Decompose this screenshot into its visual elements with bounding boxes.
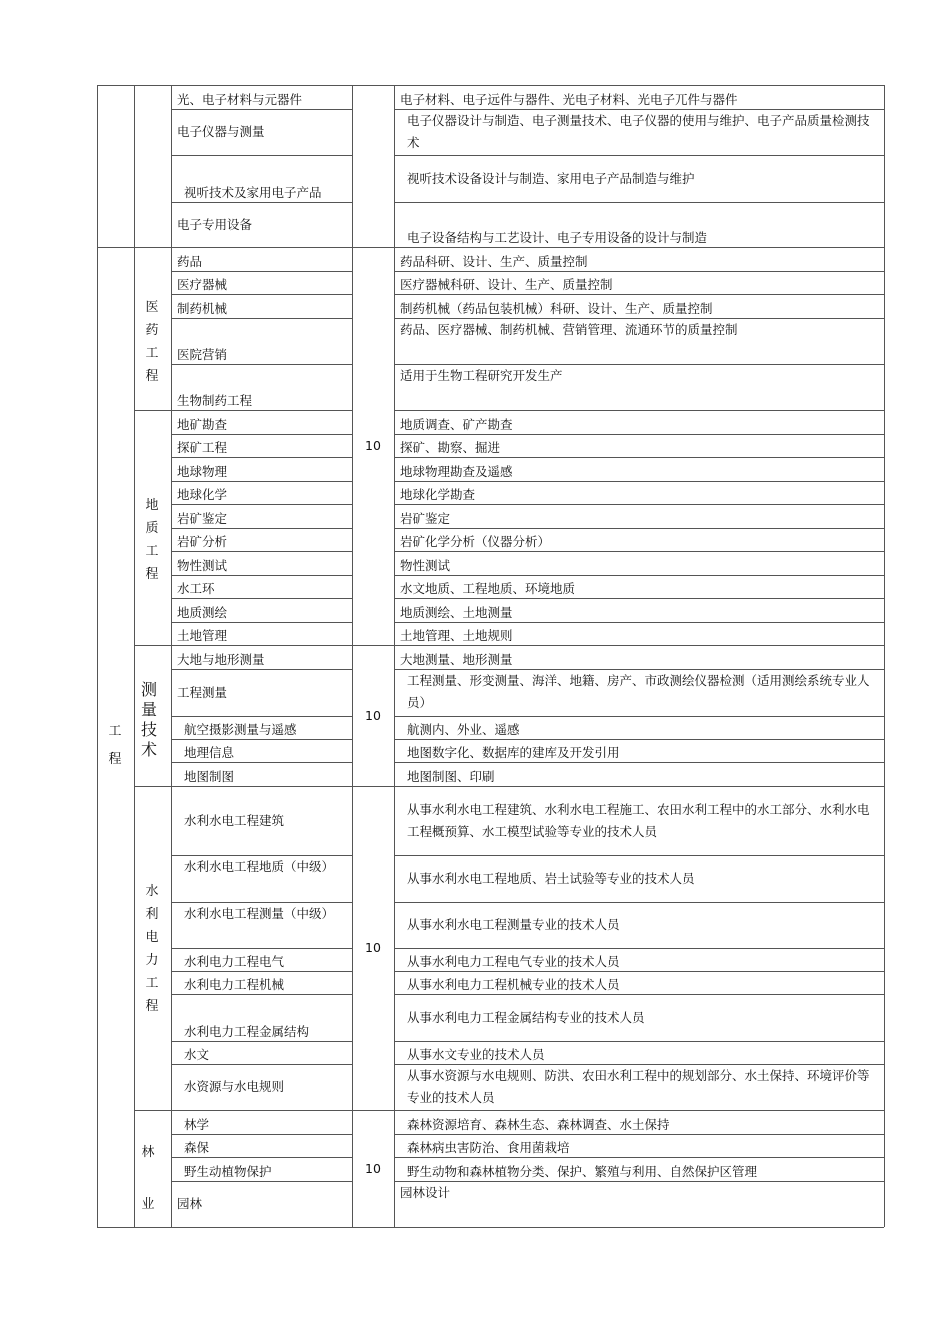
specialty-cell: 水利水电工程建筑 xyxy=(184,812,285,828)
table-rule xyxy=(884,85,885,1227)
table-rule xyxy=(97,85,98,1227)
specialty-cell: 森保 xyxy=(184,1140,210,1155)
specialty-cell: 药品 xyxy=(177,254,203,269)
scope-cell: 地球物理勘查及遥感 xyxy=(400,464,513,479)
specialty-cell: 工程测量 xyxy=(177,684,228,700)
scope-cell: 从事水利水电工程建筑、水利水电工程施工、农田水利工程中的水工部分、水利水电工程概预算、水工模型试验等专业的技术人员 xyxy=(407,801,870,839)
scope-cell: 电子材料、电子远件与器件、光电子材料、光电子兀件与器件 xyxy=(400,92,738,107)
table-rule xyxy=(171,1110,352,1111)
category-label: 测量技术 xyxy=(140,680,157,759)
specialty-cell: 探矿工程 xyxy=(177,440,228,455)
table-rule xyxy=(97,85,884,86)
category-label: 医药工程 xyxy=(145,300,159,384)
scope-cell: 物性测试 xyxy=(400,558,451,573)
scope-cell: 从事水利水电工程测量专业的技术人员 xyxy=(407,917,620,932)
outer-category-label: 工程 xyxy=(108,724,122,767)
scope-cell: 地质测绘、土地测量 xyxy=(400,605,513,620)
specialty-cell: 制药机械 xyxy=(177,301,228,316)
table-rule xyxy=(171,247,352,248)
specialty-cell: 水利水电工程地质（中级） xyxy=(184,859,335,874)
scope-cell: 制药机械（药品包装机械）科研、设计、生产、质量控制 xyxy=(400,301,713,316)
count-cell: 10 xyxy=(365,1161,381,1176)
scope-cell: 园林设计 xyxy=(400,1185,451,1200)
scope-cell: 航测内、外业、遥感 xyxy=(407,722,520,737)
specialty-cell: 光、电子材料与元器件 xyxy=(177,92,303,107)
specialty-cell: 医院营销 xyxy=(177,347,228,362)
scope-cell: 地图数字化、数据库的建库及开发引用 xyxy=(407,745,620,760)
scope-cell: 从事水利电力工程电气专业的技术人员 xyxy=(407,954,620,969)
scope-cell: 野生动物和森林植物分类、保护、繁殖与利用、自然保护区管理 xyxy=(407,1164,758,1179)
scope-cell: 药品、医疗器械、制药机械、营销管理、流通环节的质量控制 xyxy=(400,322,738,337)
specialty-cell: 野生动植物保护 xyxy=(184,1164,272,1179)
scope-cell: 从事水利电力工程机械专业的技术人员 xyxy=(407,977,620,992)
table-rule xyxy=(352,247,394,248)
table-rule xyxy=(394,410,884,411)
specialty-cell: 物性测试 xyxy=(177,558,228,573)
specialty-cell: 地理信息 xyxy=(184,745,235,760)
table-rule xyxy=(134,410,171,411)
specialty-cell: 地图制图 xyxy=(184,769,235,784)
scope-cell: 地球化学勘查 xyxy=(400,487,476,502)
scope-cell: 适用于生物工程研究开发生产 xyxy=(400,368,563,383)
table-rule xyxy=(394,1041,884,1042)
table-rule xyxy=(134,786,171,787)
specialty-cell: 地矿勘查 xyxy=(177,417,228,432)
scope-cell: 岩矿化学分析（仪器分析） xyxy=(400,534,551,549)
table-rule xyxy=(134,85,135,1227)
category-label: 地质工程 xyxy=(145,498,159,582)
scope-cell: 视听技术设备设计与制造、家用电子产品制造与维护 xyxy=(407,170,695,186)
scope-cell: 工程测量、形变测量、海洋、地籍、房产、市政测绘仪器检测（适用测绘系统专业人员） xyxy=(407,673,870,710)
table-rule xyxy=(97,247,134,248)
table-rule xyxy=(352,786,394,787)
count-cell: 10 xyxy=(365,708,381,723)
specialty-cell: 生物制药工程 xyxy=(177,393,253,408)
scope-cell: 从事水利电力工程金属结构专业的技术人员 xyxy=(407,1009,645,1025)
table-rule xyxy=(171,716,352,717)
category-label: 林业 xyxy=(141,1145,155,1212)
specialty-cell: 水文 xyxy=(184,1047,210,1062)
specialty-cell: 水利电力工程机械 xyxy=(184,977,285,992)
scope-cell: 探矿、勘察、掘进 xyxy=(400,440,501,455)
table-rule xyxy=(394,948,884,949)
table-rule xyxy=(394,716,884,717)
scope-cell: 森林资源培育、森林生态、森林调查、水土保持 xyxy=(407,1117,670,1132)
specialty-cell: 医疗器械 xyxy=(177,277,228,292)
specialty-cell: 地球化学 xyxy=(177,487,228,502)
specialty-cell: 水利电力工程电气 xyxy=(184,954,285,969)
specialty-cell: 水工环 xyxy=(177,581,215,596)
specialty-cell: 地质测绘 xyxy=(177,605,228,620)
specialty-cell: 水资源与水电规则 xyxy=(184,1079,285,1094)
table-rule xyxy=(352,1110,394,1111)
scope-cell: 大地测量、地形测量 xyxy=(400,652,513,667)
scope-cell: 地质调查、矿产勘查 xyxy=(400,417,513,432)
table-rule xyxy=(171,85,172,1227)
scope-cell: 电子设备结构与工艺设计、电子专用设备的设计与制造 xyxy=(407,230,708,245)
scope-cell: 从事水利水电工程地质、岩土试验等专业的技术人员 xyxy=(407,870,695,886)
category-label: 水利电力工程 xyxy=(145,884,159,1014)
specialty-cell: 视听技术及家用电子产品 xyxy=(184,185,322,200)
table-rule xyxy=(394,1110,884,1111)
specialty-cell: 大地与地形测量 xyxy=(177,652,265,667)
scope-cell: 药品科研、设计、生产、质量控制 xyxy=(400,254,588,269)
scope-cell: 岩矿鉴定 xyxy=(400,511,451,526)
count-cell: 10 xyxy=(365,940,381,955)
specialty-cell: 岩矿鉴定 xyxy=(177,511,228,526)
scope-cell: 电子仪器设计与制造、电子测量技术、电子仪器的使用与维护、电子产品质量检测技术 xyxy=(407,113,870,150)
scope-cell: 土地管理、土地规则 xyxy=(400,628,513,643)
table-rule xyxy=(97,1227,884,1228)
table-rule xyxy=(394,155,884,156)
scope-cell: 水文地质、工程地质、环境地质 xyxy=(400,581,576,596)
specialty-cell: 水利水电工程测量（中级） xyxy=(184,906,335,921)
scope-cell: 地图制图、印刷 xyxy=(407,769,495,784)
table-rule xyxy=(171,948,352,949)
table-rule xyxy=(134,247,171,248)
specialty-cell: 土地管理 xyxy=(177,628,228,643)
table-rule xyxy=(394,202,884,203)
table-rule xyxy=(171,155,352,156)
table-rule xyxy=(134,645,171,646)
scope-cell: 从事水文专业的技术人员 xyxy=(407,1047,545,1062)
specialty-cell: 林学 xyxy=(184,1117,210,1132)
scope-cell: 医疗器械科研、设计、生产、质量控制 xyxy=(400,277,613,292)
specialty-cell: 岩矿分析 xyxy=(177,534,228,549)
scope-cell: 森林病虫害防治、食用菌栽培 xyxy=(407,1140,570,1155)
specialty-cell: 电子专用设备 xyxy=(177,216,253,232)
table-rule xyxy=(394,855,884,856)
table-rule xyxy=(134,1110,171,1111)
table-rule xyxy=(394,85,395,1227)
specialty-cell: 航空摄影测量与遥感 xyxy=(184,722,297,737)
table-rule xyxy=(352,85,353,1227)
specialty-cell: 电子仪器与测量 xyxy=(177,124,265,139)
specialty-cell: 园林 xyxy=(177,1196,203,1211)
specialty-cell: 地球物理 xyxy=(177,464,228,479)
table-rule xyxy=(352,645,394,646)
count-cell: 10 xyxy=(365,438,381,453)
scope-cell: 从事水资源与水电规则、防洪、农田水利工程中的规划部分、水土保持、环境评价等专业的技术人员 xyxy=(407,1068,870,1105)
table-rule xyxy=(394,902,884,903)
specialty-cell: 水利电力工程金属结构 xyxy=(184,1024,310,1039)
